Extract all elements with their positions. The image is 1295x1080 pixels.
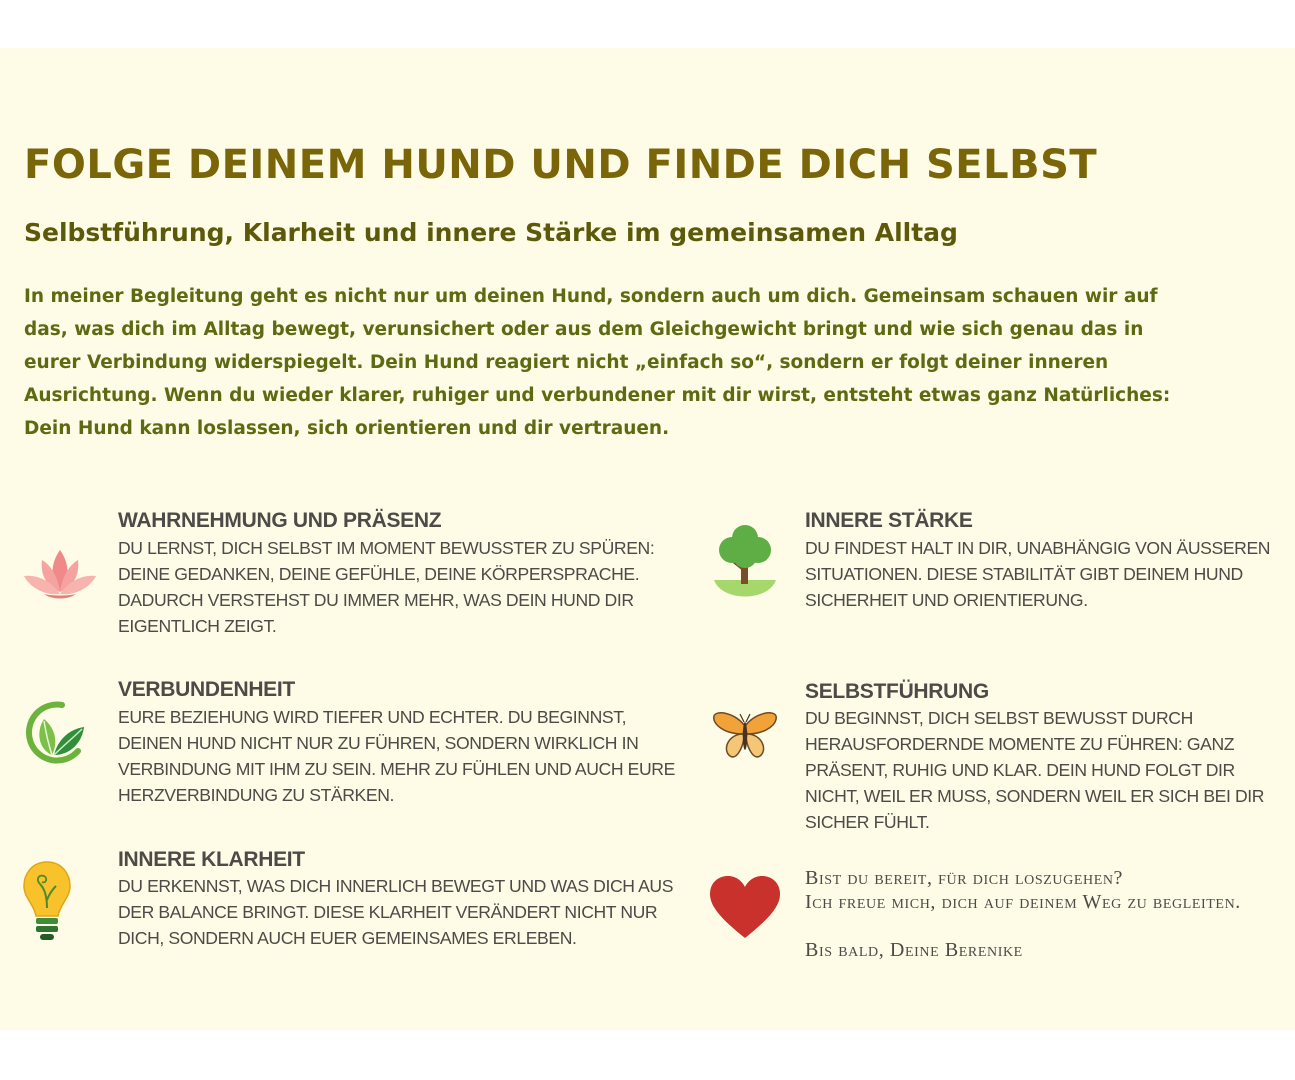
- feature-text: DU LERNST, DICH SELBST IM MOMENT BEWUSSTER ZU SPÜREN: DEINE GEDANKEN, DEINE GEFÜHLE, DEINE KÖRPERSPRACHE. DADURCH VERSTEHST DU IMMER MEHR, WAS DEIN HUND DIR EIGENTLICH ZEIGT.: [118, 538, 655, 636]
- feature-title: SELBSTFÜHRUNG: [805, 680, 989, 703]
- leaves-icon: [22, 699, 86, 765]
- feature-text: DU BEGINNST, DICH SELBST BEWUSST DURCH HERAUSFORDERNDE MOMENTE ZU FÜHREN: GANZ PRÄSENT, RUHIG UND KLAR. DEIN HUND FOLGT DIR NICHT, WEIL ER MUSS, SONDERN WEIL ER SICH BEI DIR SICHER FÜHLT.: [805, 708, 1265, 832]
- feature-title: INNERE STÄRKE: [805, 509, 973, 532]
- lightbulb-icon: [22, 860, 72, 942]
- intro-paragraph: In meiner Begleitung geht es nicht nur um deinen Hund, sondern auch um dich. Gemeinsam schauen wir auf das, was dich im Alltag bewegt, verunsichert oder aus dem Gleichgewicht bringt und wie sich genau das in eurer Verbindung widerspiegelt. Dein Hund reagiert nicht „einfach so“, sondern er folgt deiner inneren Ausrichtung. Wenn du wieder klarer, ruhiger und verbundener mit dir wirst, entsteht etwas ganz Natürliches: Dein Hund kann loslassen, sich orientieren und dir vertrauen.: [24, 286, 1171, 439]
- page-subtitle: Selbstführung, Klarheit und innere Stärke im gemeinsamen Alltag: [24, 218, 958, 247]
- page-title: FOLGE DEINEM HUND UND FINDE DICH SELBST: [24, 142, 1098, 188]
- closing-line-invitation: Ich freue mich, dich auf deinem Weg zu begleiten.: [805, 891, 1241, 913]
- closing-line-question: Bist du bereit, für dich loszugehen?: [805, 867, 1124, 889]
- feature-text: EURE BEZIEHUNG WIRD TIEFER UND ECHTER. DU BEGINNST, DEINEN HUND NICHT NUR ZU FÜHREN, SONDERN WIRKLICH IN VERBINDUNG MIT IHM ZU SEIN. MEHR ZU FÜHLEN UND AUCH EURE HERZVERBINDUNG ZU STÄRKEN.: [118, 707, 675, 805]
- butterfly-icon: [712, 710, 778, 760]
- lotus-icon: [22, 540, 98, 602]
- closing-signature: Bis bald, Deine Berenike: [805, 939, 1023, 961]
- feature-text: DU ERKENNST, WAS DICH INNERLICH BEWEGT UND WAS DICH AUS DER BALANCE BRINGT. DIESE KLARHEIT VERÄNDERT NICHT NUR DICH, SONDERN AUCH EUER GEMEINSAMES ERLEBEN.: [118, 876, 674, 948]
- feature-title: WAHRNEHMUNG UND PRÄSENZ: [118, 509, 442, 532]
- feature-title: VERBUNDENHEIT: [118, 678, 295, 701]
- heart-icon: [710, 876, 780, 940]
- feature-title: INNERE KLARHEIT: [118, 848, 305, 871]
- closing-message: [805, 866, 1265, 962]
- tree-icon: [712, 522, 778, 600]
- feature-text: DU FINDEST HALT IN DIR, UNABHÄNGIG VON ÄUSSEREN SITUATIONEN. DIESE STABILITÄT GIBT DEINEM HUND SICHERHEIT UND ORIENTIERUNG.: [805, 538, 1271, 610]
